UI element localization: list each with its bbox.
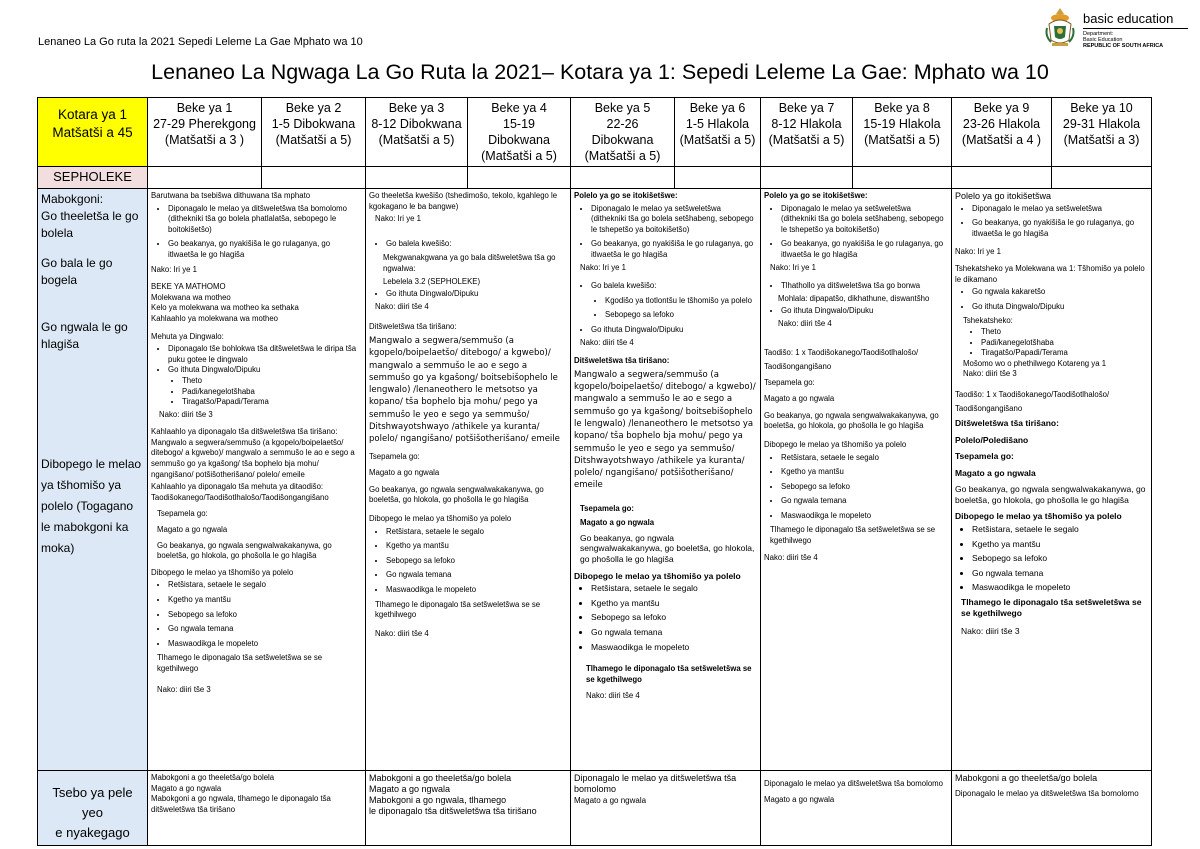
week-4-header: Beke ya 4 15-19 Dibokwana (Matšatši a 5) [468, 98, 571, 167]
week-10-header: Beke ya 10 29-31 Hlakola (Matšatši a 3) [1052, 98, 1152, 167]
skills-column: Mabokgoni: Go theeletša le go bolela Go bala le go bogela Go ngwala le go hlagiša Dibopego le melao ya tšhomišo ya polelo (Togagano le mabokgoni ka moka) [38, 189, 148, 771]
empty-cell [675, 167, 761, 189]
work-schedule-table [37, 97, 1152, 846]
term-header-cell: Kotara ya 1 Matšatši a 45 [38, 98, 148, 167]
week-7-header: Beke ya 7 8-12 Hlakola (Matšatši a 5) [761, 98, 853, 167]
page-title: Lenaneo La Ngwaga La Go Ruta la 2021– Kotara ya 1: Sepedi Leleme La Gae: Mphato wa 10 [151, 60, 1049, 84]
weeks-1-2-content: Barutwana ba tsebišwa dithuwana tša mphato • Diponagalo le melao ya ditšweletšwa tša bomolomo (dithekniki tša go bolela phatlalatša, sebopego le boitokišetšo) • Go beakanya, go nyakišiša le go rulaganya, go itlwaetša le go hlagiša Nako: Iri ye 1 BEKE YA MATHOMO Molekwana wa motheo Kelo ya molekwana wa motheo ka sethaka Kahlaahlo ya molekwana wa motheo Mehuta ya Dingwalo: • Diponagalo tše bohlokwa tša ditšweletšwa le diripa tša puku gotee le dingwalo • Go ithuta Dingwalo/Dipuku • Theto • Padi/kanegelotšhaba • Tiragatšo/Papadi/Terama Nako: diiri tše 3 Kahlaahlo ya diponagalo tša ditšweletšwa tša tirišano: Mangwalo a segwera/semmušo (a kgopelo/boipelaetšo/ ditebogo/ a kgwebo)/ mangwalo a semmušo le ao e sego a semmušo go ya kgašong/ tša bophelo bja mohu/ ngangišano/ potšišotherišano/ polelo/ emeile Kahlaahlo ya diponagalo tša mehuta ya ditaodišo: Taodišokanego/Taodišotlhalošo/Taodišongangišano Tsepamela go: Magato a go ngwala Go beakanya, go ngwala sengwalwakakanywa, go boeletša, go hlokola, go phošolla le go hlagiša Dibopego le melao ya tšhomišo ya polelo • Retšistara, setaele le segalo • Kgetho ya mantšu • Sebopego sa lefoko • Go ngwala temana • Maswaodikga le mopeleto Tlhamego le diponagalo tša setšweletšwa se se kgethilwego Nako: diiri tše 3 [148, 189, 366, 771]
content-row [38, 189, 1152, 771]
empty-cell [1052, 167, 1152, 189]
empty-cell [366, 167, 468, 189]
week-3-header: Beke ya 3 8-12 Dibokwana (Matšatši a 5) [366, 98, 468, 167]
weeks-5-6-content: Polelo ya go se itokišetšwe: • Diponagalo le melao ya setšweletšwa (dithekniki tša go bolela setšhabeng, sebopego le tshepetšo ya boitokišetšo) • Go beakanya, go nyakišiša le go rulaganya, go itlwaetša le go hlagiša Nako: Iri ye 1 • Go balela kwešišo: • Kgodišo ya tlotlontšu le tšhomišo ya polelo • Sebopego sa lefoko • Go ithuta Dingwalo/Dipuku Nako: diiri tše 4 Ditšweletšwa tša tirišano: Mangwalo a segwera/semmušo (a kgopelo/boipelaetšo/ ditebogo/ a kgwebo)/ mangwalo a semmušo le ao e sego a semmušo go ya kgašong/ boitsebišophelo le lengwalo) /lenaneothero le metsotso ya kopano/ tša bophelo bja mohu/ pego ya semmušo le yeo e sego ya semmušo/ Ditshwayotshwayo /athikele ya kuranta/ polelo/ ngangišano/ potšišotherišano/ emeile Tsepamela go: Magato a go ngwala Go beakanya, go ngwala sengwalwakakanywa, go boeletša, go hlokola, go phošolla le go hlagiša Dibopego le melao ya tšhomišo ya polelo • Retšistara, setaele le segalo • Kgetho ya mantšu • Sebopego sa lefoko • Go ngwala temana • Maswaodikga le mopeleto Tlhamego le diponagalo tša setšweletšwa se se kgethilwego Nako: diiri tše 4 [571, 189, 761, 771]
prior-knowledge-label: Tsebo ya pele yeo e nyakegago [38, 771, 148, 846]
empty-cell [952, 167, 1052, 189]
weeks-7-8-content: Polelo ya go se itokišetšwe: • Diponagalo le melao ya setšweletšwa (dithekniki tša go bolela setšhabeng, sebopego le tshepetšo ya boitokišetšo) • Go beakanya, go nyakišiša le go rulaganya, go itlwaetša le go hlagiša Nako: Iri ye 1 • Tlhathollo ya ditšweletšwa tša go bonwa Mohlala: dipapatšo, dikhathune, diswantšho • Go ithuta Dingwalo/Dipuku Nako: diiri tše 4 Taodišo: 1 x Taodišokanego/Taodišotlhalošo/ Taodišongangišano Tsepamela go: Magato a go ngwala Go beakanya, go ngwala sengwalwakakanywa, go boeletša, go hlokola, go phošolla le go hlagiša Dibopego le melao ya tšhomišo ya polelo • Retšistara, setaele le segalo • Kgetho ya mantšu • Sebopego sa lefoko • Go ngwala temana • Maswaodikga le mopeleto Tlhamego le diponagalo tša setšweletšwa se se kgethilwego Nako: diiri tše 4 [761, 189, 952, 771]
week-6-header: Beke ya 6 1-5 Hlakola (Matšatši a 5) [675, 98, 761, 167]
prior-knowledge-weeks-1-2: Mabokgoni a go theeletša/go bolela Magato a go ngwala Mabokgoni a go ngwala, tlhamego le diponagalo tša ditšweletšwa tša tirišano [148, 771, 366, 846]
prior-knowledge-weeks-9-10: Mabokgoni a go theeletša/go bolela Diponagalo le melao ya ditšweletšwa tša bomolomo [952, 771, 1152, 846]
logo-title: basic education [1083, 11, 1174, 26]
logo-divider [1083, 28, 1188, 29]
week-1-header: Beke ya 1 27-29 Pherekgong (Matšatši a 3 ) [148, 98, 262, 167]
week-5-header: Beke ya 5 22-26 Dibokwana (Matšatši a 5) [571, 98, 675, 167]
week-header-row [38, 98, 1152, 167]
sepholeke-label: SEPHOLEKE [38, 167, 148, 189]
prior-knowledge-weeks-5-6: Diponagalo le melao ya ditšweletšwa tša bomolomo Magato a go ngwala [571, 771, 761, 846]
department-logo [1043, 6, 1193, 50]
coat-of-arms-icon [1043, 6, 1077, 48]
weeks-9-10-content: Polelo ya go itokišetšwa • Diponagalo le melao ya setšweletšwa • Go beakanya, go nyakišiša le go rulaganya, go itlwaetša le go hlagiša Nako: Iri ye 1 Tshekatsheko ya Molekwana wa 1: Tšhomišo ya polelo le dikamano • Go ngwala kakaretšo • Go ithuta Dingwalo/Dipuku Tshekatsheko: • Theto • Padi/kanegelotšhaba • Tiragatšo/Papadi/Terama Mošomo wo o phethilwego Kotareng ya 1 Nako: diiri tše 3 Taodišo: 1 x Taodišokanego/Taodišotlhalošo/ Taodišongangišano Ditšweletšwa tša tirišano: Polelo/Poledišano Tsepamela go: Magato a go ngwala Go beakanya, go ngwala sengwalwakakanywa, go boeletša, go hlokola, go phošolla le go hlagiša Dibopego le melao ya tšhomišo ya polelo • Retšistara, setaele le segalo • Kgetho ya mantšu • Sebopego sa lefoko • Go ngwala temana • Maswaodikga le mopeleto Tlhamego le diponagalo tša setšweletšwa se se kgethilwego Nako: diiri tše 3 [952, 189, 1152, 771]
empty-cell [853, 167, 952, 189]
sepholeke-row [38, 167, 1152, 189]
empty-cell [148, 167, 262, 189]
week-2-header: Beke ya 2 1-5 Dibokwana (Matšatši a 5) [262, 98, 366, 167]
prior-knowledge-row [38, 771, 1152, 846]
prior-knowledge-weeks-7-8: Diponagalo le melao ya ditšweletšwa tša bomolomo Magato a go ngwala [761, 771, 952, 846]
empty-cell [761, 167, 853, 189]
prior-knowledge-weeks-3-4: Mabokgoni a go theeletša/go bolela Magato a go ngwala Mabokgoni a go ngwala, tlhamego le diponagalo tša ditšweletšwa tša tirišano [366, 771, 571, 846]
empty-cell [468, 167, 571, 189]
weeks-3-4-content: Go theeletša kwešišo (tshedimošo, tekolo, kgahlego le kgokagano le ba bangwe) Nako: Iri ye 1 • Go balela kwešišo: Mekgwanakgwana ya go bala ditšweletšwa tša go ngwalwa: Lebelela 3.2 (SEPHOLEKE) • Go ithuta Dingwalo/Dipuku Nako: diiri tše 4 Ditšweletšwa tša tirišano: Mangwalo a segwera/semmušo (a kgopelo/boipelaetšo/ ditebogo/ a kgwebo)/ mangwalo a semmušo le ao e sego a semmušo go ya kgašong/ boitsebišophelo le lengwalo) /lenaneothero le metsotso ya kopano/ tša bophelo bja mohu/ pego ya semmušo le yeo e sego ya semmušo/ Ditshwayotshwayo /athikele ya kuranta/ polelo/ ngangišano/ potšišotherišano/ emeile Tsepamela go: Magato a go ngwala Go beakanya, go ngwala sengwalwakakanywa, go boeletša, go hlokola, go phošolla le go hlagiša Dibopego le melao ya tšhomišo ya polelo • Retšistara, setaele le segalo • Kgetho ya mantšu • Sebopego sa lefoko • Go ngwala temana • Maswaodikga le mopeleto Tlhamego le diponagalo tša setšweletšwa se se kgethilwego Nako: diiri tše 4 [366, 189, 571, 771]
header-document-title: Lenaneo La Go ruta la 2021 Sepedi Leleme La Gae Mphato wa 10 [38, 36, 363, 48]
empty-cell [262, 167, 366, 189]
logo-subtitle: Department: Basic Education REPUBLIC OF SOUTH AFRICA [1083, 31, 1164, 49]
week-8-header: Beke ya 8 15-19 Hlakola (Matšatši a 5) [853, 98, 952, 167]
week-9-header: Beke ya 9 23-26 Hlakola (Matšatši a 4 ) [952, 98, 1052, 167]
empty-cell [571, 167, 675, 189]
